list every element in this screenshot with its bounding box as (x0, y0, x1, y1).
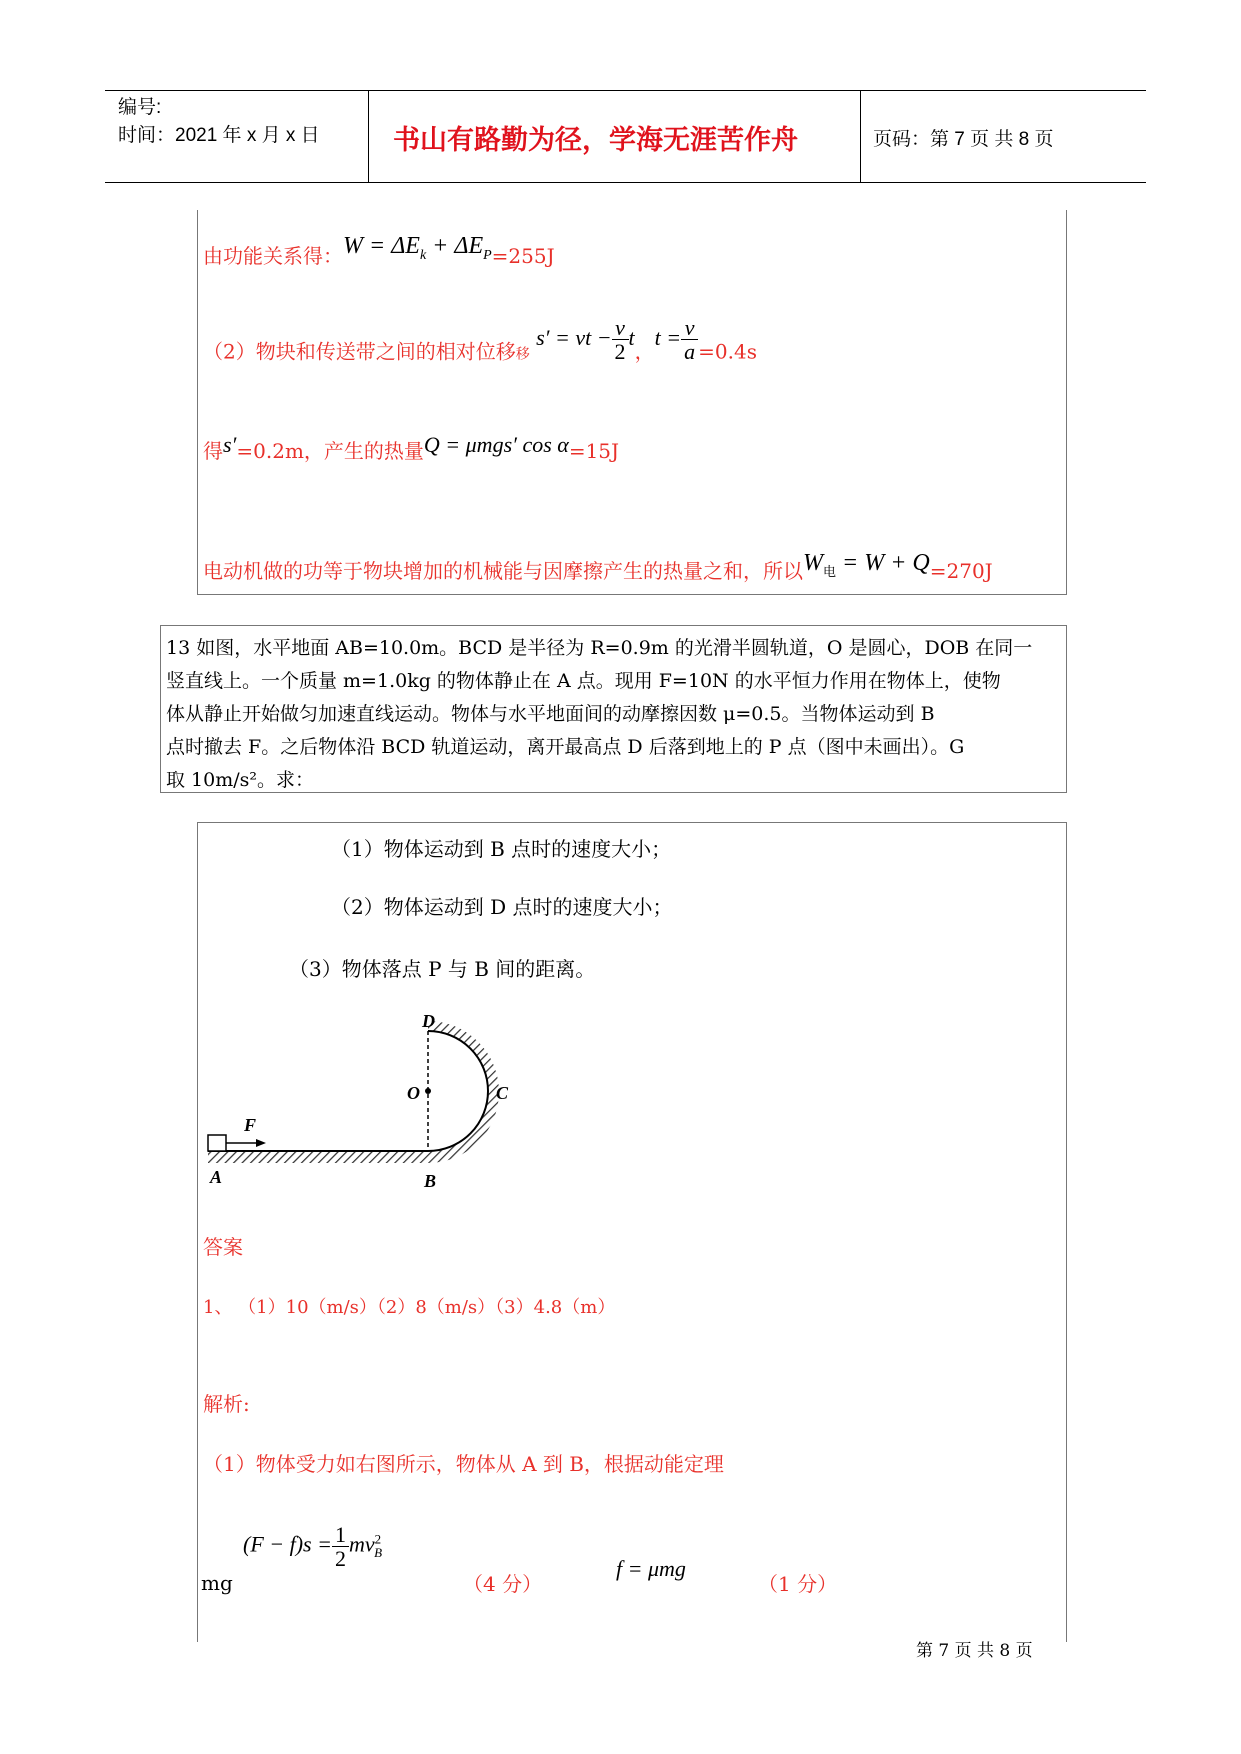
eq1-sup: 2 (374, 1531, 382, 1547)
force-arrowhead (256, 1139, 266, 1147)
solution-box (197, 210, 1067, 595)
eq1-right: mv (348, 1531, 375, 1557)
solution-line-2-comma: ， (634, 339, 655, 364)
solution-line-3 (203, 432, 620, 464)
formula-part: s′ = vt − (536, 324, 612, 350)
header-number-label: 编号: (118, 97, 162, 118)
mg-text: mg (201, 1571, 233, 1595)
label-d: D (422, 1011, 435, 1031)
answer-line: 1、 （1）10（m/s）（2）8（m/s）（3）4.8（m） (203, 1297, 616, 1318)
formula-part: = W + Q (836, 550, 930, 576)
eq1-sub: B (374, 1545, 383, 1561)
header-time-label: 时间：2021 年 x 月 x 日 (118, 125, 320, 146)
header-divider-left (368, 90, 369, 183)
solution-line-4-text: 电动机做的功等于物块增加的机械能与因摩擦产生的热量之和，所以 (203, 559, 803, 583)
sub-question-2: （2）物体运动到 D 点时的速度大小； (331, 895, 673, 919)
solution-line-2-formula (536, 315, 635, 365)
analysis-line-1: （1）物体受力如右图所示，物体从 A 到 B，根据动能定理 (203, 1452, 724, 1476)
formula-sub: 电 (823, 563, 837, 579)
header-page-label: 页码：第 7 页 共 8 页 (873, 129, 1054, 150)
solution-line-2 (203, 315, 757, 377)
solution-line-4-formula (803, 550, 930, 579)
center-point (425, 1088, 431, 1094)
formula-part: W = ΔE (343, 233, 420, 259)
header-top-rule (105, 90, 1146, 91)
formula-fraction (681, 316, 698, 363)
solution-line-3-formula: Q = μmgs′ cos α (423, 432, 569, 457)
question-box (160, 625, 1067, 793)
formula-part: t (628, 324, 635, 350)
ground-hatch (208, 1151, 428, 1163)
label-b: B (424, 1171, 437, 1191)
header-bottom-rule (105, 182, 1146, 183)
answer-label: 答案 (203, 1235, 243, 1259)
formula-sub: k (419, 247, 427, 263)
solution-line-4-result: =270J (929, 559, 993, 583)
equation-1 (243, 1523, 382, 1570)
solution-line-1-result: =255J (491, 244, 555, 268)
question-line-5: 取 10m/s²。求： (166, 769, 315, 791)
solution-line-1 (203, 233, 555, 274)
equation-2: f = μmg (616, 1556, 686, 1581)
solution-line-3-prefix: 得 (203, 439, 223, 463)
eq1-left: (F − f)s = (243, 1531, 332, 1557)
equation-1-score: （4 分） (463, 1572, 543, 1596)
solution-line-2-time (654, 315, 698, 365)
header-motto: 书山有路勤为径，学海无涯苦作舟 (393, 125, 798, 156)
solution-line-2-extra: 移 (515, 346, 530, 363)
formula-part: W (803, 550, 823, 576)
label-a: A (210, 1167, 223, 1187)
track-figure (206, 1003, 536, 1213)
fraction-num: v (612, 316, 629, 340)
question-line-4: 点时撤去 F。之后物体沿 BCD 轨道运动，离开最高点 D 后落到地上的 P 点（图中未画出）。G (166, 736, 965, 758)
sub-question-3: （3）物体落点 P 与 B 间的距离。 (289, 957, 596, 981)
solution-line-3-result: =15J (568, 439, 620, 463)
fraction-den: 2 (614, 339, 626, 365)
solution-line-4 (203, 550, 993, 588)
answer-box (197, 822, 1067, 1642)
solution-line-3-s: s′ (223, 432, 237, 457)
sub-question-1: （1）物体运动到 B 点时的速度大小； (331, 837, 672, 861)
formula-part: + ΔE (426, 233, 484, 259)
fraction-den: a (684, 339, 696, 365)
footer-page-number: 第 7 页 共 8 页 (916, 1641, 1033, 1661)
label-o: O (407, 1083, 420, 1103)
equation-2-score: （1 分） (758, 1572, 838, 1596)
solution-line-2-text: （2）物块和传送带之间的相对位移 (203, 339, 516, 364)
solution-line-2-result: =0.4s (698, 339, 757, 364)
fraction-den: 2 (334, 1546, 346, 1572)
question-line-3: 体从静止开始做匀加速直线运动。物体与水平地面间的动摩擦因数 μ=0.5。当物体运动到 B (166, 703, 935, 725)
question-line-1: 13 如图，水平地面 AB=10.0m。BCD 是半径为 R=0.9m 的光滑半圆轨道，O 是圆心，DOB 在同一 (166, 637, 1033, 659)
fraction-num: v (681, 316, 698, 340)
label-c: C (496, 1083, 509, 1103)
solution-line-3-text: =0.2m，产生的热量 (236, 439, 424, 463)
formula-sub: P (483, 247, 492, 263)
formula-part: t = (654, 324, 682, 350)
solution-line-1-formula (343, 233, 492, 263)
question-line-2: 竖直线上。一个质量 m=1.0kg 的物体静止在 A 点。现用 F=10N 的水平恒力作用在物体上，使物 (166, 670, 1001, 692)
label-f: F (244, 1115, 257, 1135)
analysis-label: 解析: (203, 1392, 250, 1416)
fraction-num: 1 (332, 1523, 349, 1547)
header-divider-right (860, 90, 861, 183)
formula-fraction (612, 316, 629, 363)
solution-line-1-text: 由功能关系得： (203, 244, 343, 268)
eq1-fraction (332, 1523, 349, 1570)
block (208, 1135, 226, 1151)
